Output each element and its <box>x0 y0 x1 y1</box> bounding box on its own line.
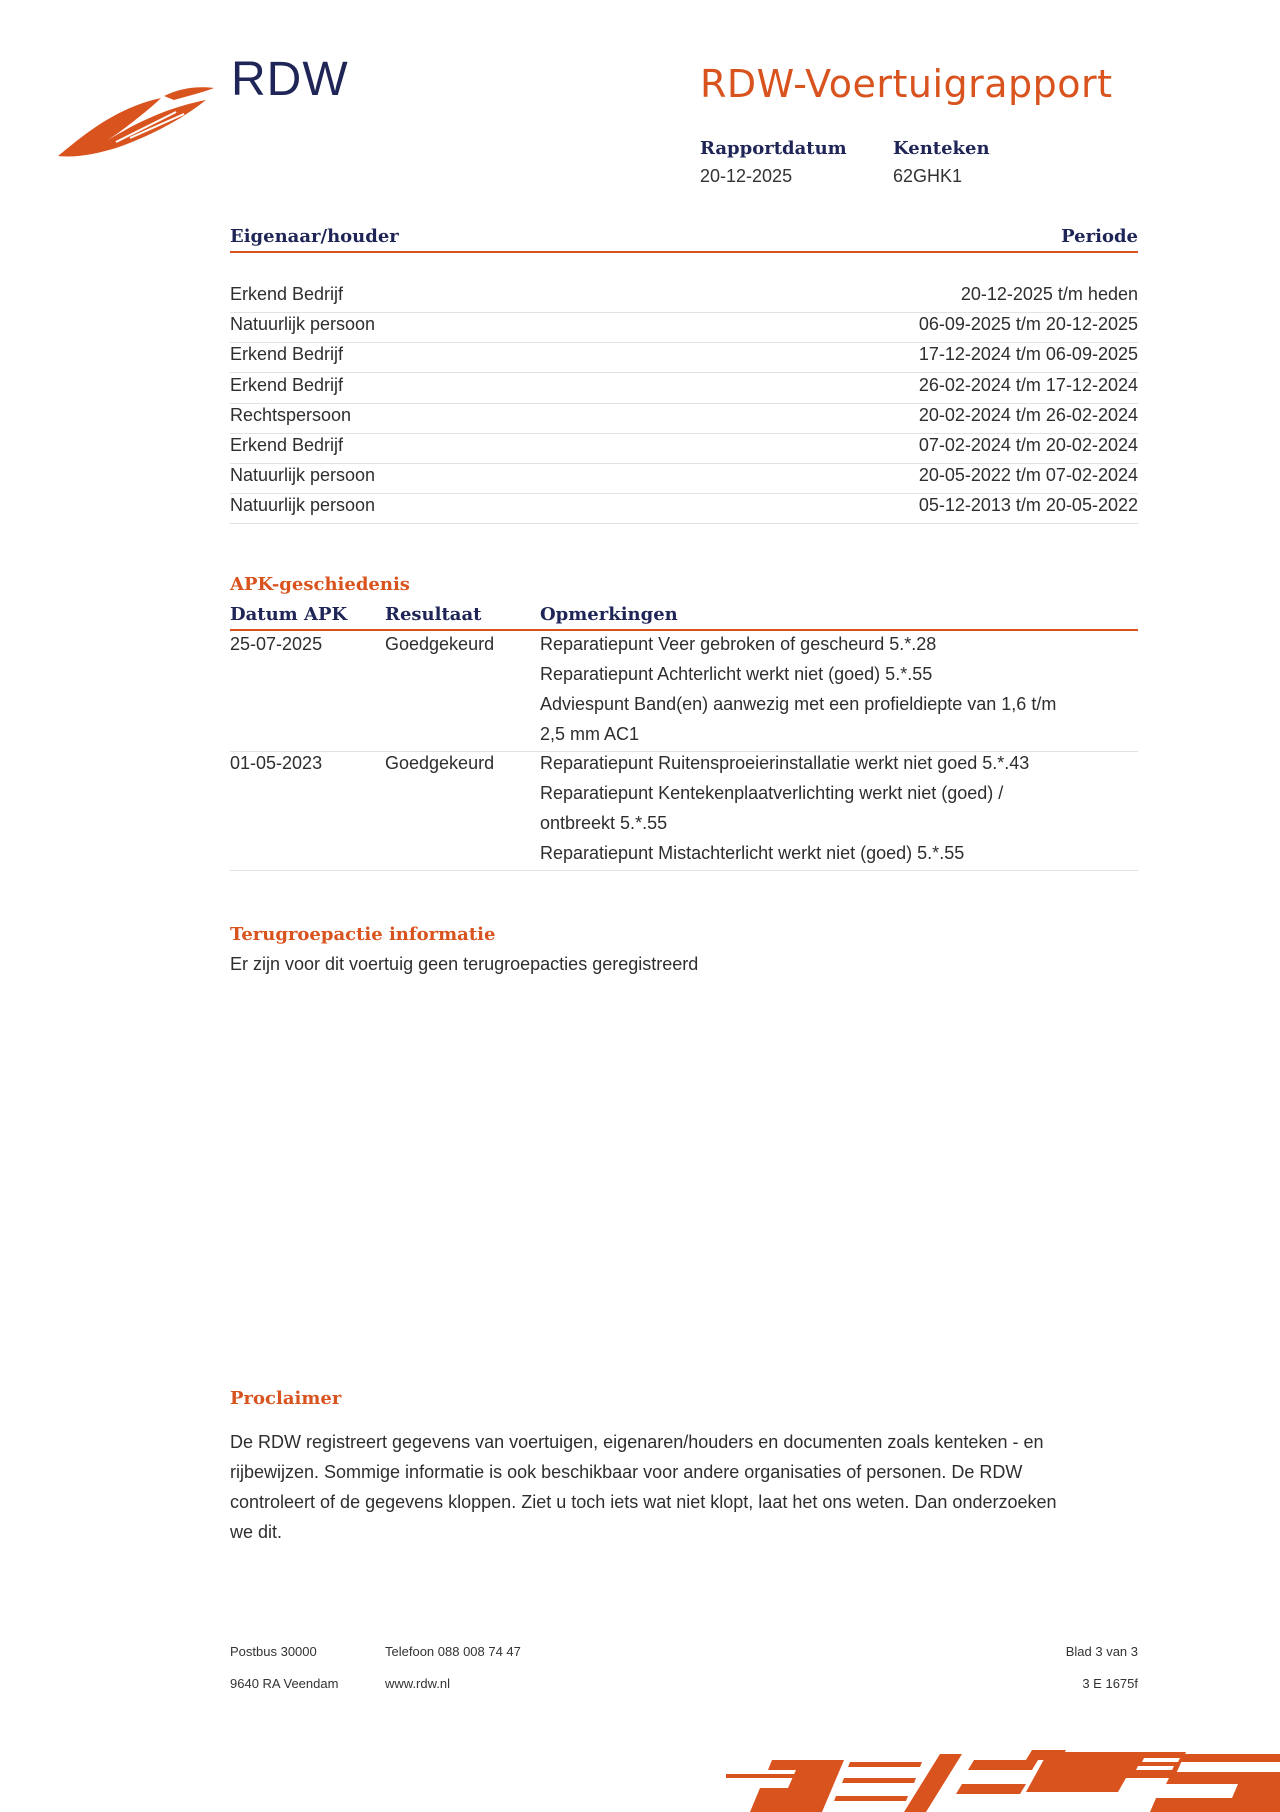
owner-row-4-period: 26-02-2024 t/m 17-12-2024 <box>918 374 1138 395</box>
owner-row-4-owner: Erkend Bedrijf <box>230 374 344 395</box>
owner-row-2-owner: Natuurlijk persoon <box>230 314 376 335</box>
owner-row-7-divider <box>230 493 1138 494</box>
page-title: RDW-Voertuigrapport <box>700 62 1113 106</box>
report-date-label: Rapportdatum <box>700 138 847 159</box>
footer-page-number: Blad 3 van 3 <box>1065 1644 1138 1659</box>
apk-col-date: Datum APK <box>230 604 348 625</box>
proclaimer-line-3: controleert of de gegevens kloppen. Ziet u toch iets wat niet klopt, laat het ons weten. Dan onderzoeken <box>230 1492 1057 1512</box>
apk-row-1-remark-3: Adviespunt Band(en) aanwezig met een profieldiepte van 1,6 t/m <box>540 694 1057 714</box>
apk-col-remarks: Opmerkingen <box>540 604 678 625</box>
owner-row-8-period: 05-12-2013 t/m 20-05-2022 <box>918 495 1138 516</box>
decorative-stripes-graphic <box>726 1740 1280 1812</box>
owner-row-1-owner: Erkend Bedrijf <box>230 284 344 304</box>
owner-row-6-divider <box>230 463 1138 464</box>
owner-row-2-divider <box>230 342 1138 343</box>
owner-row-1-period: 20-12-2025 t/m heden <box>960 284 1138 304</box>
apk-row-2-result: Goedgekeurd <box>385 753 495 773</box>
owner-row-7-period: 20-05-2022 t/m 07-02-2024 <box>918 465 1138 486</box>
license-plate-label: Kenteken <box>893 138 990 159</box>
proclaimer-title: Proclaimer <box>230 1388 342 1409</box>
apk-row-2-remark-1: Reparatiepunt Ruitensproeierinstallatie werkt niet goed 5.*.43 <box>540 753 1030 773</box>
apk-row-1-date: 25-07-2025 <box>230 634 323 654</box>
owners-header-rule <box>230 251 1138 253</box>
apk-row-1-remark-4: 2,5 mm AC1 <box>540 724 640 744</box>
apk-col-result: Resultaat <box>385 604 482 625</box>
apk-row-1-remark-2: Reparatiepunt Achterlicht werkt niet (goed) 5.*.55 <box>540 664 933 684</box>
owner-row-5-owner: Rechtspersoon <box>230 404 352 425</box>
apk-header-rule <box>230 629 1138 631</box>
report-date-value: 20-12-2025 <box>700 166 793 186</box>
recall-section-title: Terugroepactie informatie <box>230 924 496 945</box>
owner-row-6-period: 07-02-2024 t/m 20-02-2024 <box>918 435 1138 455</box>
recall-text: Er zijn voor dit voertuig geen terugroepacties geregistreerd <box>230 954 699 974</box>
footer-city: 9640 RA Veendam <box>230 1676 339 1691</box>
owners-col-owner: Eigenaar/houder <box>230 226 399 247</box>
owner-row-8-owner: Natuurlijk persoon <box>230 495 376 516</box>
owner-row-5-period: 20-02-2024 t/m 26-02-2024 <box>918 404 1138 425</box>
apk-row-1-remark-1: Reparatiepunt Veer gebroken of gescheurd 5.*.28 <box>540 634 937 654</box>
proclaimer-line-1: De RDW registreert gegevens van voertuigen, eigenaren/houders en documenten zoals kenteken - en <box>230 1432 1044 1452</box>
apk-row-2-remark-2: Reparatiepunt Kentekenplaatverlichting werkt niet (goed) / <box>540 783 1004 803</box>
apk-row-2-remark-3: ontbreekt 5.*.55 <box>540 813 668 833</box>
footer-phone: Telefoon 088 008 74 47 <box>385 1644 521 1659</box>
proclaimer-line-4: we dit. <box>230 1522 283 1542</box>
owner-row-5-divider <box>230 433 1138 434</box>
footer-document-code: 3 E 1675f <box>1082 1676 1138 1691</box>
owner-row-8-divider <box>230 523 1138 524</box>
proclaimer-line-2: rijbewijzen. Sommige informatie is ook beschikbaar voor andere organisaties of personen. De RDW <box>230 1462 1023 1482</box>
owner-row-4-divider <box>230 403 1138 404</box>
owner-row-3-period: 17-12-2024 t/m 06-09-2025 <box>918 344 1138 365</box>
owner-row-7-owner: Natuurlijk persoon <box>230 465 376 486</box>
owner-row-6-owner: Erkend Bedrijf <box>230 435 344 455</box>
proclaimer-text <box>230 1427 1150 1547</box>
owner-row-2-period: 06-09-2025 t/m 20-12-2025 <box>918 314 1138 335</box>
owner-row-3-divider <box>230 372 1138 373</box>
apk-row-1-divider <box>230 751 1138 752</box>
apk-row-1-result: Goedgekeurd <box>385 634 495 654</box>
owners-col-period: Periode <box>1061 226 1138 247</box>
brand-wordmark: RDW <box>231 53 349 106</box>
apk-section-title: APK-geschiedenis <box>230 574 410 595</box>
apk-row-2-divider <box>230 870 1138 871</box>
footer-postbus: Postbus 30000 <box>230 1644 317 1659</box>
rdw-feather-logo <box>56 78 216 164</box>
footer-website: www.rdw.nl <box>385 1676 451 1691</box>
owner-row-1-divider <box>230 312 1138 313</box>
license-plate-value: 62GHK1 <box>893 166 963 186</box>
owner-row-3-owner: Erkend Bedrijf <box>230 344 344 365</box>
apk-row-2-remark-4: Reparatiepunt Mistachterlicht werkt niet (goed) 5.*.55 <box>540 843 965 863</box>
apk-row-2-date: 01-05-2023 <box>230 753 323 773</box>
